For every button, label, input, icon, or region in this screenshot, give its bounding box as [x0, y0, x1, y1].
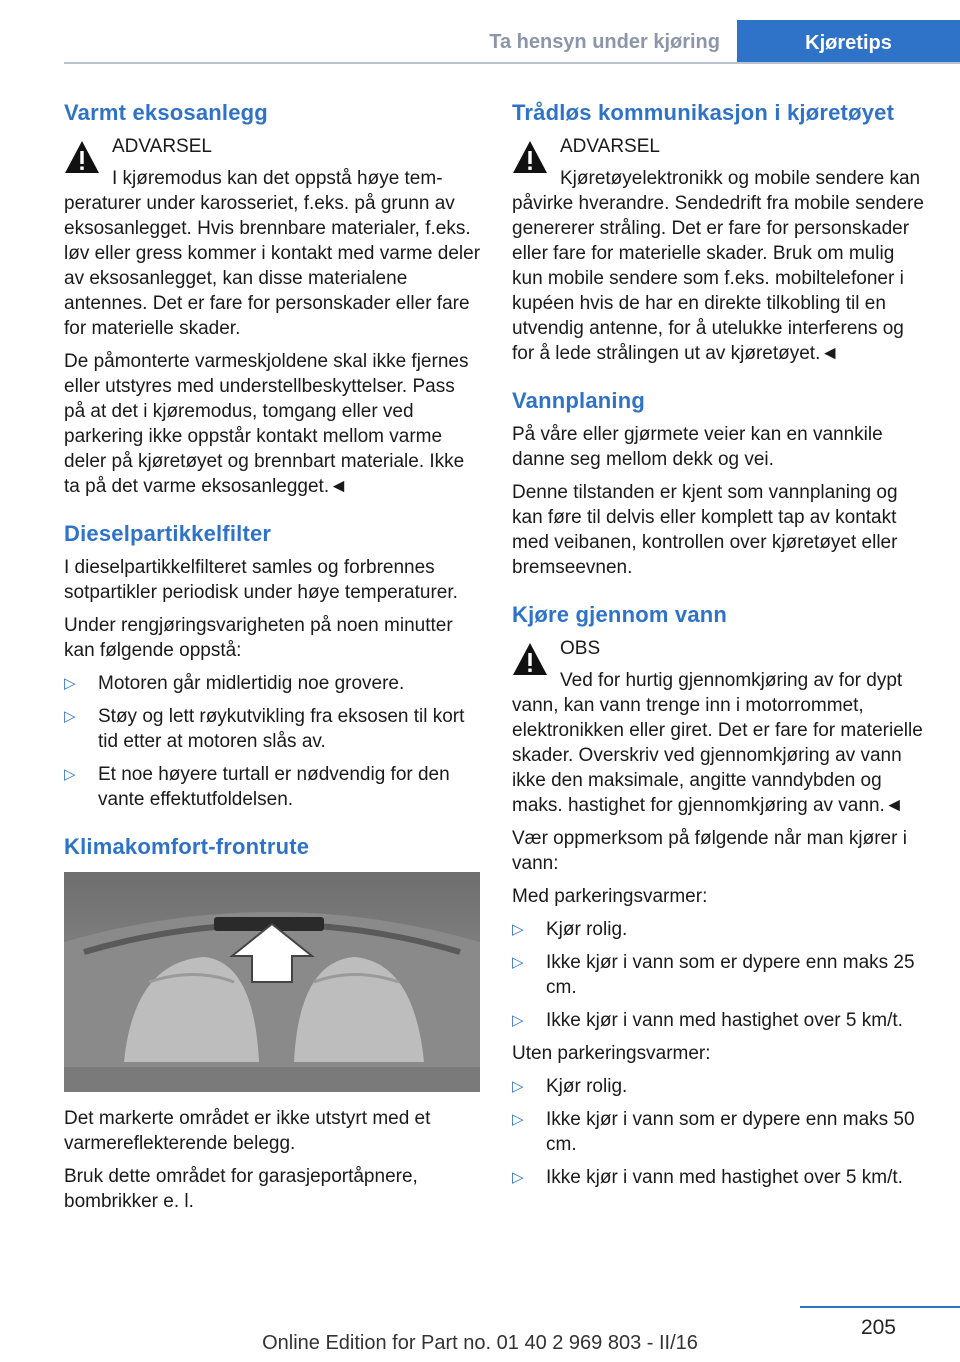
header-section-title: Ta hensyn under kjøring [489, 31, 720, 53]
list-item-text: Ikke kjør i vann som er dypere enn maks 50 cm. [546, 1109, 915, 1155]
paragraph: Uten parkeringsvarmer: [512, 1043, 711, 1064]
caution-box [512, 636, 928, 818]
list-item-text: Kjør rolig. [546, 919, 628, 940]
edition-note: Online Edition for Part no. 01 40 2 969 803 - II/16 [262, 1332, 698, 1354]
paragraph: I dieselpartikkelfilteret samles og forbrennes sotpartikler periodisk under høye temperaturer. [64, 557, 458, 603]
list-item [64, 671, 480, 696]
list-item-text: Ikke kjør i vann med hastighet over 5 km/t. [546, 1010, 903, 1031]
bullet-list [512, 1074, 928, 1190]
warning-title: ADVARSEL [560, 136, 660, 157]
paragraph: Under rengjøringsvarigheten på noen minutter kan følgende oppstå: [64, 615, 453, 661]
triangle-bullet-icon: ▷ [512, 954, 524, 971]
triangle-bullet-icon: ▷ [512, 1078, 524, 1095]
warning-triangle-icon [512, 140, 548, 174]
section-title-hot-exhaust: Varmt eksosanlegg [64, 100, 268, 125]
section-title-diesel-filter: Dieselpartikkelfilter [64, 521, 272, 546]
paragraph: Det markerte området er ikke utstyrt med et varmereflekterende belegg. [64, 1108, 431, 1154]
warning-text: I kjøremodus kan det oppstå høye temperaturer under karosseriet, f.eks. på grunn av eksosanlegget. Hvis brennbare materialer, f.eks. løv eller gress kommer i kontakt med varme deler av eksosanlegget, kan disse materialene antennes. Det er fare for personskader eller fare for materielle skader. [64, 168, 481, 339]
list-item [512, 917, 928, 942]
paragraph: Bruk dette området for garasjeportåpnere, bombrikker e. l. [64, 1166, 418, 1212]
paragraph: Med parkeringsvarmer: [512, 886, 708, 907]
list-item [512, 1165, 928, 1190]
bullet-list [64, 671, 480, 812]
list-item-text: Kjør rolig. [546, 1076, 628, 1097]
triangle-bullet-icon: ▷ [64, 675, 76, 692]
list-item-text: Ikke kjør i vann som er dypere enn maks 25 cm. [546, 952, 915, 998]
section-title-driving-through-water: Kjøre gjennom vann [512, 602, 728, 627]
warning-triangle-icon [64, 140, 100, 174]
warning-text: Kjøretøyelektronikk og mobile sendere kan påvirke hverandre. Sendedrift fra mobile sendere genererer stråling. Det er fare for personskader eller fare for materielle skader. Bruk om mulig kun mobile sendere som f.eks. mobiltelefoner i kupéen hvis de har en direkte tilkobling til en utvendig antenne, for å utelukke interferens og for å lede strålingen ut av kjøretøyet.◄ [512, 168, 924, 364]
left-column [64, 98, 480, 1222]
page-number: 205 [860, 1316, 896, 1339]
list-item [64, 762, 480, 812]
paragraph: På våre eller gjørmete veier kan en vannkile danne seg mellom dekk og vei. [512, 424, 883, 470]
list-item [512, 1074, 928, 1099]
header-tab: Kjøretips [737, 20, 960, 64]
warning-triangle-icon [512, 642, 548, 676]
triangle-bullet-icon: ▷ [512, 1111, 524, 1128]
caution-title: OBS [560, 638, 601, 659]
caution-text: Ved for hurtig gjennomkjøring av for dypt vann, kan vann trenge inn i motorrommet, elektronikken eller giret. Det er fare for materielle skader. Overskriv ved gjennomkjøring av vann ikke den maksimale, angitte vanndybden og maks. hastighet for gjennomkjøring av vann.◄ [512, 670, 923, 816]
paragraph: Vær oppmerksom på følgende når man kjører i vann: [512, 828, 907, 874]
warning-box [512, 134, 928, 366]
warning-box [64, 134, 480, 341]
list-item-text: Ikke kjør i vann med hastighet over 5 km/t. [546, 1167, 903, 1188]
list-item [512, 1008, 928, 1033]
footer-rule [800, 1306, 960, 1308]
list-item [64, 704, 480, 754]
section-title-wireless: Trådløs kommunikasjon i kjøretøyet [512, 100, 895, 125]
list-item-text: Motoren går midlertidig noe grovere. [98, 673, 405, 694]
triangle-bullet-icon: ▷ [512, 1012, 524, 1029]
right-column [512, 98, 928, 1198]
triangle-bullet-icon: ▷ [64, 708, 76, 725]
triangle-bullet-icon: ▷ [512, 921, 524, 938]
section-title-aquaplaning: Vannplaning [512, 388, 645, 413]
bullet-list [512, 917, 928, 1033]
list-item-text: Et noe høyere turtall er nødvendig for den vante effektutfoldelsen. [98, 764, 450, 810]
triangle-bullet-icon: ▷ [512, 1169, 524, 1186]
windshield-photo [64, 872, 480, 1092]
list-item [512, 950, 928, 1000]
paragraph: Denne tilstanden er kjent som vannplaning og kan føre til delvis eller komplett tap av kontakt med veibanen, kontrollen over kjøretøyet eller bremseevnen. [512, 482, 898, 578]
section-title-windshield: Klimakomfort-frontrute [64, 834, 310, 859]
warning-title: ADVARSEL [112, 136, 212, 157]
list-item [512, 1107, 928, 1157]
triangle-bullet-icon: ▷ [64, 766, 76, 783]
header-rule [64, 62, 960, 64]
paragraph: De påmonterte varmeskjoldene skal ikke fjernes eller utstyres med understellbeskyttelser. Pass på at det i kjøremodus, tomgang eller ved parkering ikke oppstår kontakt mellom varme deler på kjøretøyet og brennbart materiale. Ikke ta på det varme eksosanlegget.◄ [64, 351, 469, 497]
list-item-text: Støy og lett røykutvikling fra eksosen til kort tid etter at motoren slås av. [98, 706, 465, 752]
